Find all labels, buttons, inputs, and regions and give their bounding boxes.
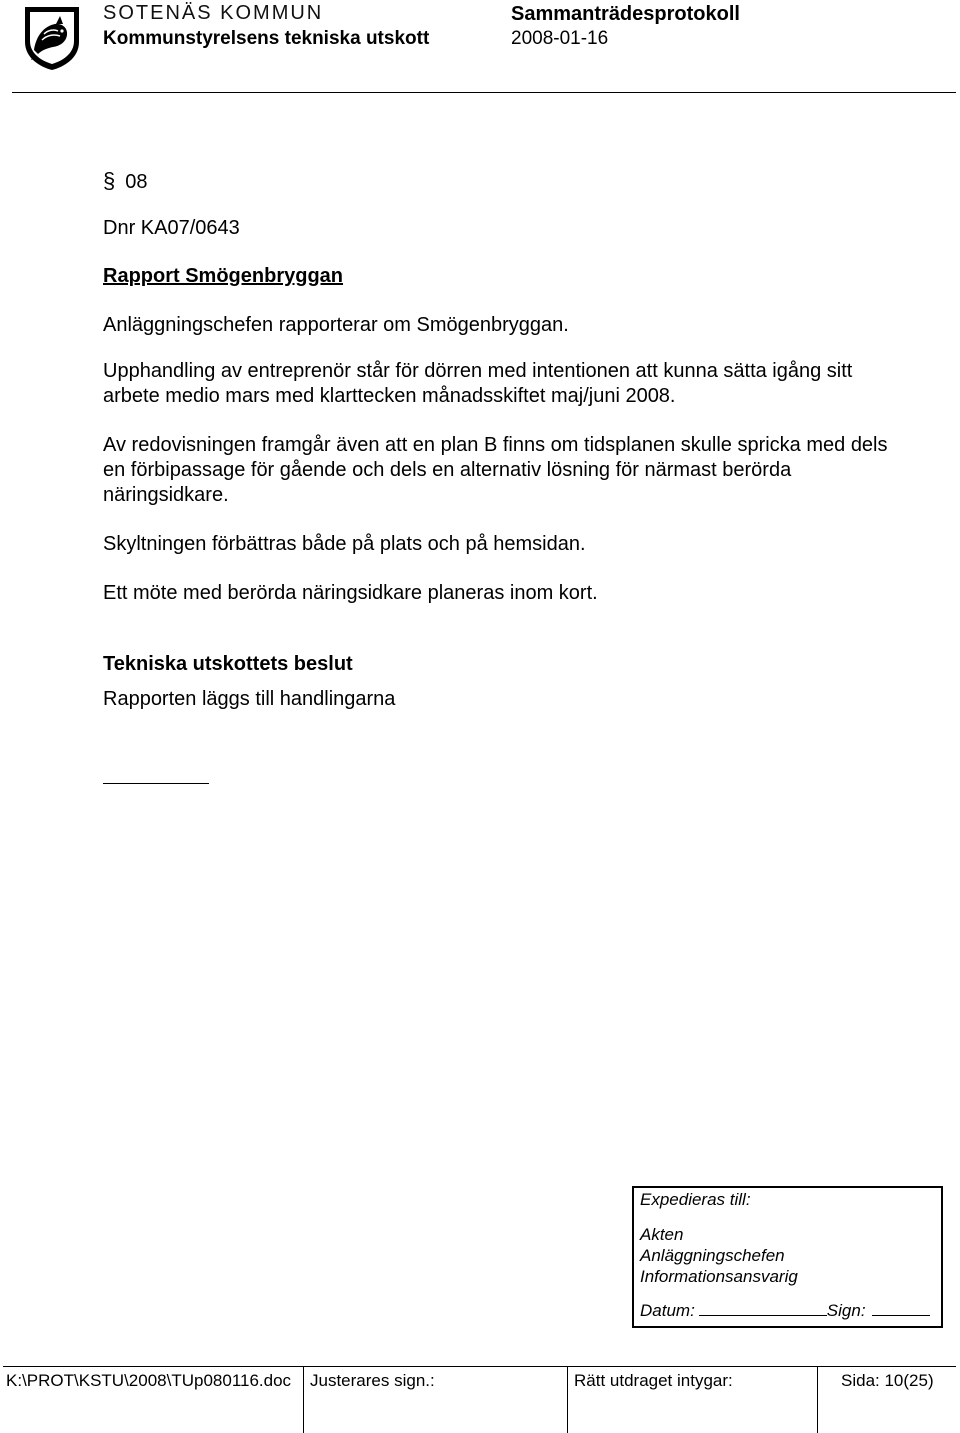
footer-column-divider [567, 1367, 568, 1433]
distribution-title: Expedieras till: [640, 1190, 751, 1209]
paragraph-3: Av redovisningen framgår även att en plan B finns om tidsplanen skulle spricka med dels en förbipassage för gående och dels en alternativ lösning för närmast berörda näringsidkare. [103, 434, 888, 506]
municipality-name: SOTENÄS KOMMUN [103, 2, 324, 24]
footer-column-divider [817, 1367, 818, 1433]
recipient-item: Informationsansvarig [640, 1267, 798, 1286]
document-type: Sammanträdesprotokoll [511, 3, 740, 25]
decision-text: Rapporten läggs till handlingarna [103, 688, 396, 710]
committee-name: Kommunstyrelsens tekniska utskott [103, 28, 430, 49]
paragraph-number-value: 08 [125, 171, 148, 193]
paragraph-2: Upphandling av entreprenör står för dörren med intentionen att kunna sätta igång sitt arbete medio mars med klarttecken månadsskiftet maj/juni 2008. [103, 360, 853, 407]
footer-file-path: K:\PROT\KSTU\2008\TUp080116.doc [6, 1371, 292, 1390]
date-label: Datum: [640, 1301, 695, 1320]
sign-label: Sign: [826, 1301, 866, 1320]
footer-extract-certified: Rätt utdraget intygar: [574, 1371, 733, 1390]
meeting-date: 2008-01-16 [511, 28, 609, 49]
end-of-item-divider [103, 783, 209, 784]
date-blank [699, 1301, 827, 1316]
coat-of-arms-logo [22, 4, 82, 72]
section-symbol: § [103, 168, 116, 193]
paragraph-4: Skyltningen förbättras både på plats och på hemsidan. [103, 533, 586, 555]
municipal-coat-of-arms-icon [22, 4, 82, 72]
paragraph-5: Ett möte med berörda näringsidkare planeras inom kort. [103, 582, 598, 604]
item-title: Rapport Smögenbryggan [103, 265, 344, 287]
sign-blank [872, 1301, 930, 1316]
recipient-item: Akten [640, 1225, 684, 1244]
footer-column-divider [303, 1367, 304, 1433]
decision-heading: Tekniska utskottets beslut [103, 653, 353, 675]
header-divider [12, 92, 956, 93]
footer-page-number: Sida: 10(25) [841, 1371, 934, 1390]
paragraph-1: Anläggningschefen rapporterar om Smögenbryggan. [103, 314, 569, 336]
date-sign-line [640, 1301, 930, 1321]
case-number: Dnr KA07/0643 [103, 217, 240, 239]
distribution-box [632, 1186, 943, 1328]
recipient-item: Anläggningschefen [640, 1246, 785, 1265]
footer-adjusted-sign: Justerares sign.: [310, 1371, 435, 1390]
footer-divider [3, 1366, 956, 1367]
paragraph-number [103, 168, 148, 194]
